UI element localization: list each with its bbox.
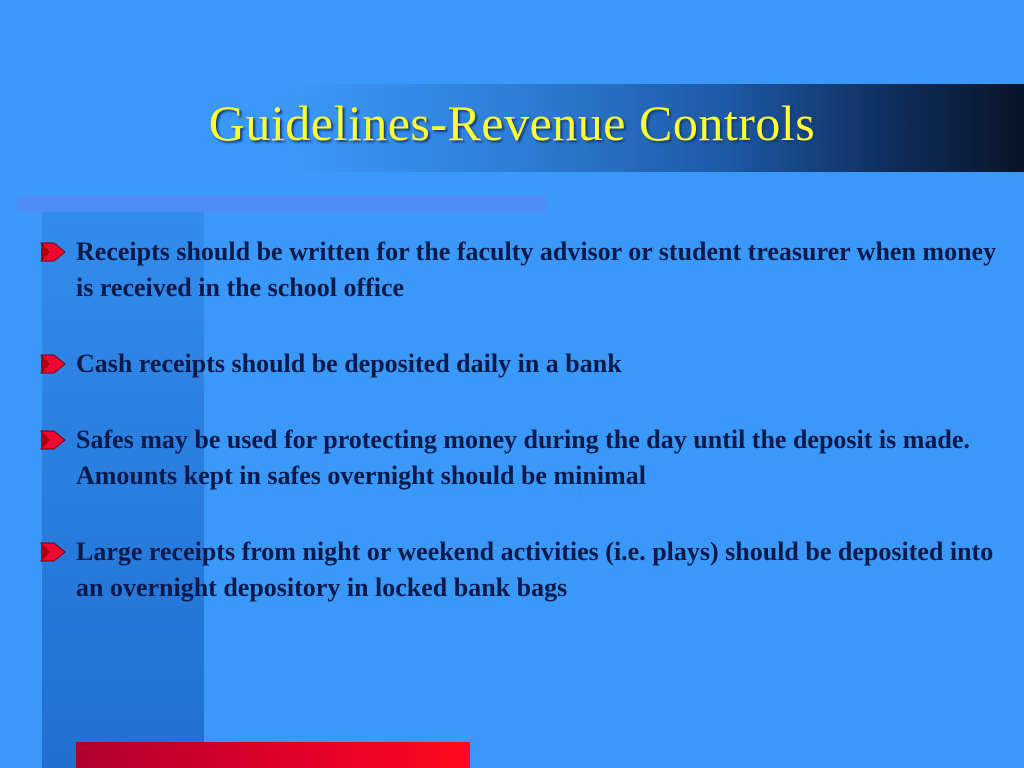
- bullet-item: [40, 534, 1015, 606]
- bullet-item: [40, 234, 1015, 306]
- title-divider-bar: [17, 196, 547, 212]
- bullet-item: [40, 422, 1015, 494]
- bullet-item: [40, 346, 1015, 382]
- arrow-bullet-icon: [40, 240, 66, 264]
- bullet-list: [40, 234, 1015, 606]
- arrow-bullet-icon: [40, 352, 66, 376]
- bullet-text: Cash receipts should be deposited daily in a bank: [76, 349, 622, 378]
- bullet-text: Large receipts from night or weekend activities (i.e. plays) should be deposited into an overnight depository in locked bank bags: [76, 537, 994, 602]
- arrow-bullet-icon: [40, 540, 66, 564]
- slide-title: Guidelines-Revenue Controls: [208, 95, 816, 151]
- bottom-accent-bar: [76, 742, 470, 768]
- bullet-text: Safes may be used for protecting money during the day until the deposit is made. Amounts kept in safes overnight should be minimal: [76, 425, 970, 490]
- bullet-text: Receipts should be written for the faculty advisor or student treasurer when money is received in the school office: [76, 237, 997, 302]
- arrow-bullet-icon: [40, 428, 66, 452]
